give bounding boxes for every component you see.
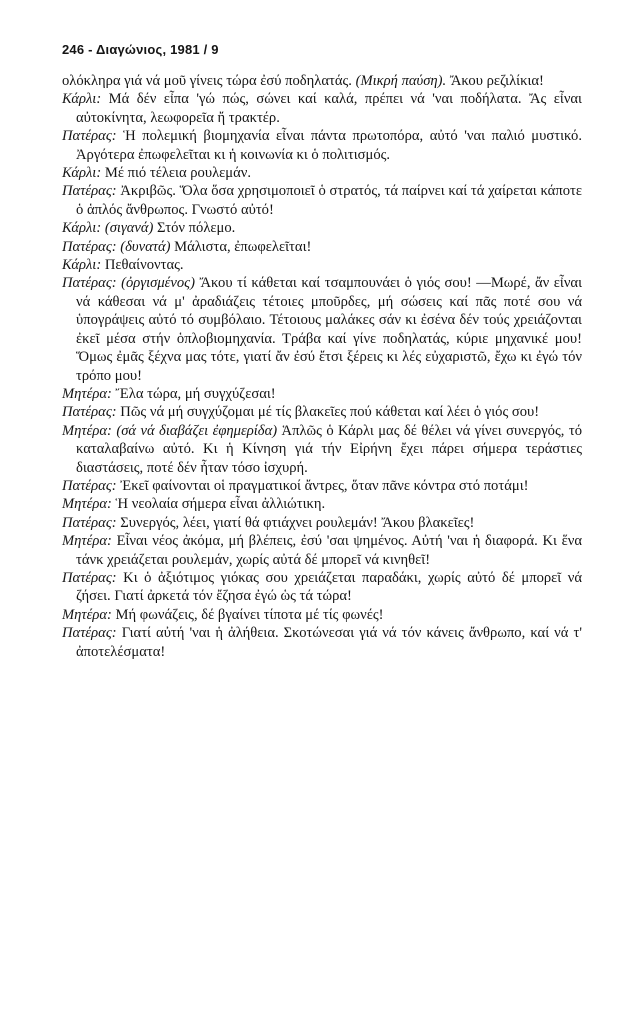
line-text: Ἐκεῖ φαίνονται οἱ πραγματικοί ἄντρες, ὅταν πᾶνε κόντρα στό ποτάμι! xyxy=(116,477,529,494)
line-text: Ἡ πολεμική βιομηχανία εἶναι πάντα πρωτοπόρα, αὐτό 'ναι παλιό μυστικό. Ἀργότερα ἐπωφελεῖται κι ἡ κοινωνία κι ὁ πολιτισμός. xyxy=(76,128,582,163)
dialogue-line xyxy=(62,422,582,477)
line-text: Πεθαίνοντας. xyxy=(101,257,184,274)
speaker-name: Πατέρας: xyxy=(62,477,117,494)
line-text: Ἡ νεολαία σήμερα εἶναι ἀλλιώτικη. xyxy=(111,496,326,513)
line-text: Γιατί αὐτή 'ναι ἡ ἀλήθεια. Σκοτώνεσαι γιά νά τόν κάνεις ἄνθρωπο, καί νά τ' ἀποτελέσματα! xyxy=(76,625,582,660)
line-text: Στόν πόλεμο. xyxy=(153,220,236,237)
speaker-name: Πατέρας: xyxy=(62,625,117,642)
speaker-name: Πατέρας: xyxy=(62,275,117,292)
dialogue-line xyxy=(62,256,582,274)
line-text: Μέ πιό τέλεια ρουλεμάν. xyxy=(101,165,252,182)
speaker-name: Πατέρας: xyxy=(62,128,117,145)
page-header: 246 - Διαγώνιος, 1981 / 9 xyxy=(62,42,219,57)
line-text: Μάλιστα, ἐπωφελεῖται! xyxy=(170,238,312,255)
stage-direction: (δυνατά) xyxy=(116,238,171,255)
speaker-name: Κάρλι: xyxy=(62,91,102,108)
line-text: Ἀκριβῶς. Ὅλα ὅσα χρησιμοποιεῖ ὁ στρατός, τά παίρνει καί τά χαίρεται κάποτε ὁ ἁπλός ἄνθρωπος. Γνωστό αὐτό! xyxy=(76,183,582,218)
line-text: Ἔλα τώρα, μή συγχύζεσαι! xyxy=(111,385,276,402)
dialogue-line xyxy=(62,569,582,606)
speaker-name: Πατέρας: xyxy=(62,183,117,200)
dialogue-line xyxy=(62,219,582,237)
stage-direction: (Μικρή παύση). xyxy=(355,73,447,89)
line-text: Εἶναι νέος ἀκόμα, μή βλέπεις, ἐσύ 'σαι ψημένος. Αὐτή 'ναι ἡ διαφορά. Κι ἕνα τάνκ χρειάζεται ρουλεμάν, χωρίς αὐτά δέ μπορεῖ νά κινηθεῖ! xyxy=(76,533,582,568)
stage-direction: (ὀργισμένος) xyxy=(116,275,195,292)
dialogue-line xyxy=(62,182,582,219)
dialogue-line xyxy=(62,532,582,569)
speaker-name: Μητέρα: xyxy=(62,385,112,402)
speaker-name: Πατέρας: xyxy=(62,238,117,255)
stage-direction: (σιγανά) xyxy=(101,220,154,237)
speaker-name: Μητέρα: xyxy=(62,496,112,513)
stage-direction: (σά νά διαβάζει ἐφημερίδα) xyxy=(111,422,278,439)
dialogue-line xyxy=(62,606,582,624)
speaker-name: Κάρλι: xyxy=(62,220,102,237)
speaker-name: Πατέρας: xyxy=(62,404,117,421)
line-text: Ἁπλῶς ὁ Κάρλι μας δέ θέλει νά γίνει συνεργός, τό καταλαβαίνω αὐτό. Κι ἡ Κίνηση γιά τήν Εἰρήνη ἔχει πάρει σήμερα τεράστιες διαστάσεις, ποτέ δέν ἦταν τόσο ἰσχυρή. xyxy=(76,422,582,476)
line-text: Ἄκου τί κάθεται καί τσαμπουνάει ὁ γιός σου! —Μωρέ, ἄν εἶναι νά κάθεσαι νά μ' ἀραδιάζεις τέτοιες μποῦρδες, μή σώσεις καί πᾶς ποτέ σου νά ὑπογράψεις αὐτό τό συμβόλαιο. Τέτοιους μαλάκες σάν κι ἐσένα δέν τούς χρειάζονται ἐκεῖ μέσα στήν ὁπλοβιομηχανία. Τράβα καί γίνε ποδηλατάς, κύριε μηχανικέ μου! Ὅμως ἐμᾶς ξέχνα μας τότε, γιατί ἄν ἐσύ ἔτσι ξέρεις κι λές εὐχαριστῶ, ἔχω κι ἐγώ τόν τρόπο μου! xyxy=(76,275,582,384)
line-text: Κι ὁ ἀξιότιμος γιόκας σου χρειάζεται παραδάκι, χωρίς αὐτό δέ μπορεῖ νά ζήσει. Γιατί ἀρκετά τόν ἔζησα ἐγώ ὡς τά τώρα! xyxy=(76,569,582,605)
speaker-name: Κάρλι: xyxy=(62,257,102,274)
speaker-name: Μητέρα: xyxy=(62,606,112,623)
line-text: Πῶς νά μή συγχύζομαι μέ τίς βλακεῖες πού κάθεται καί λέει ὁ γιός σου! xyxy=(116,404,540,421)
dialogue-line xyxy=(62,495,582,513)
line-text-after: Ἄκου ρεζιλίκια! xyxy=(446,73,544,89)
dialogue-line xyxy=(62,514,582,532)
line-text: Μά δέν εἶπα 'γώ πώς, σώνει καί καλά, πρέπει νά 'ναι ποδήλατα. Ἄς εἶναι αὐτοκίνητα, λεωφορεῖα ἤ τρακτέρ. xyxy=(76,91,582,126)
dialogue-line xyxy=(62,238,582,256)
line-text: Συνεργός, λέει, γιατί θά φτιάχνει ρουλεμάν! Ἄκου βλακεῖες! xyxy=(116,514,475,531)
dialogue-line xyxy=(62,274,582,384)
play-text xyxy=(62,72,582,661)
line-text: ολόκληρα γιά νά μοῦ γίνεις τώρα ἐσύ ποδηλατάς. xyxy=(62,73,356,89)
dialogue-line xyxy=(62,385,582,403)
dialogue-line xyxy=(62,624,582,661)
dialogue-line xyxy=(62,127,582,164)
speaker-name: Πατέρας: xyxy=(62,514,117,531)
speaker-name: Πατέρας: xyxy=(62,569,117,586)
speaker-name: Κάρλι: xyxy=(62,165,102,182)
dialogue-line xyxy=(62,477,582,495)
line-text: Μή φωνάζεις, δέ βγαίνει τίποτα μέ τίς φωνές! xyxy=(111,606,384,623)
speaker-name: Μητέρα: xyxy=(62,533,112,550)
dialogue-line xyxy=(62,90,582,127)
dialogue-line xyxy=(62,403,582,421)
dialogue-continuation xyxy=(62,72,582,90)
speaker-name: Μητέρα: xyxy=(62,422,112,439)
dialogue-line xyxy=(62,164,582,182)
